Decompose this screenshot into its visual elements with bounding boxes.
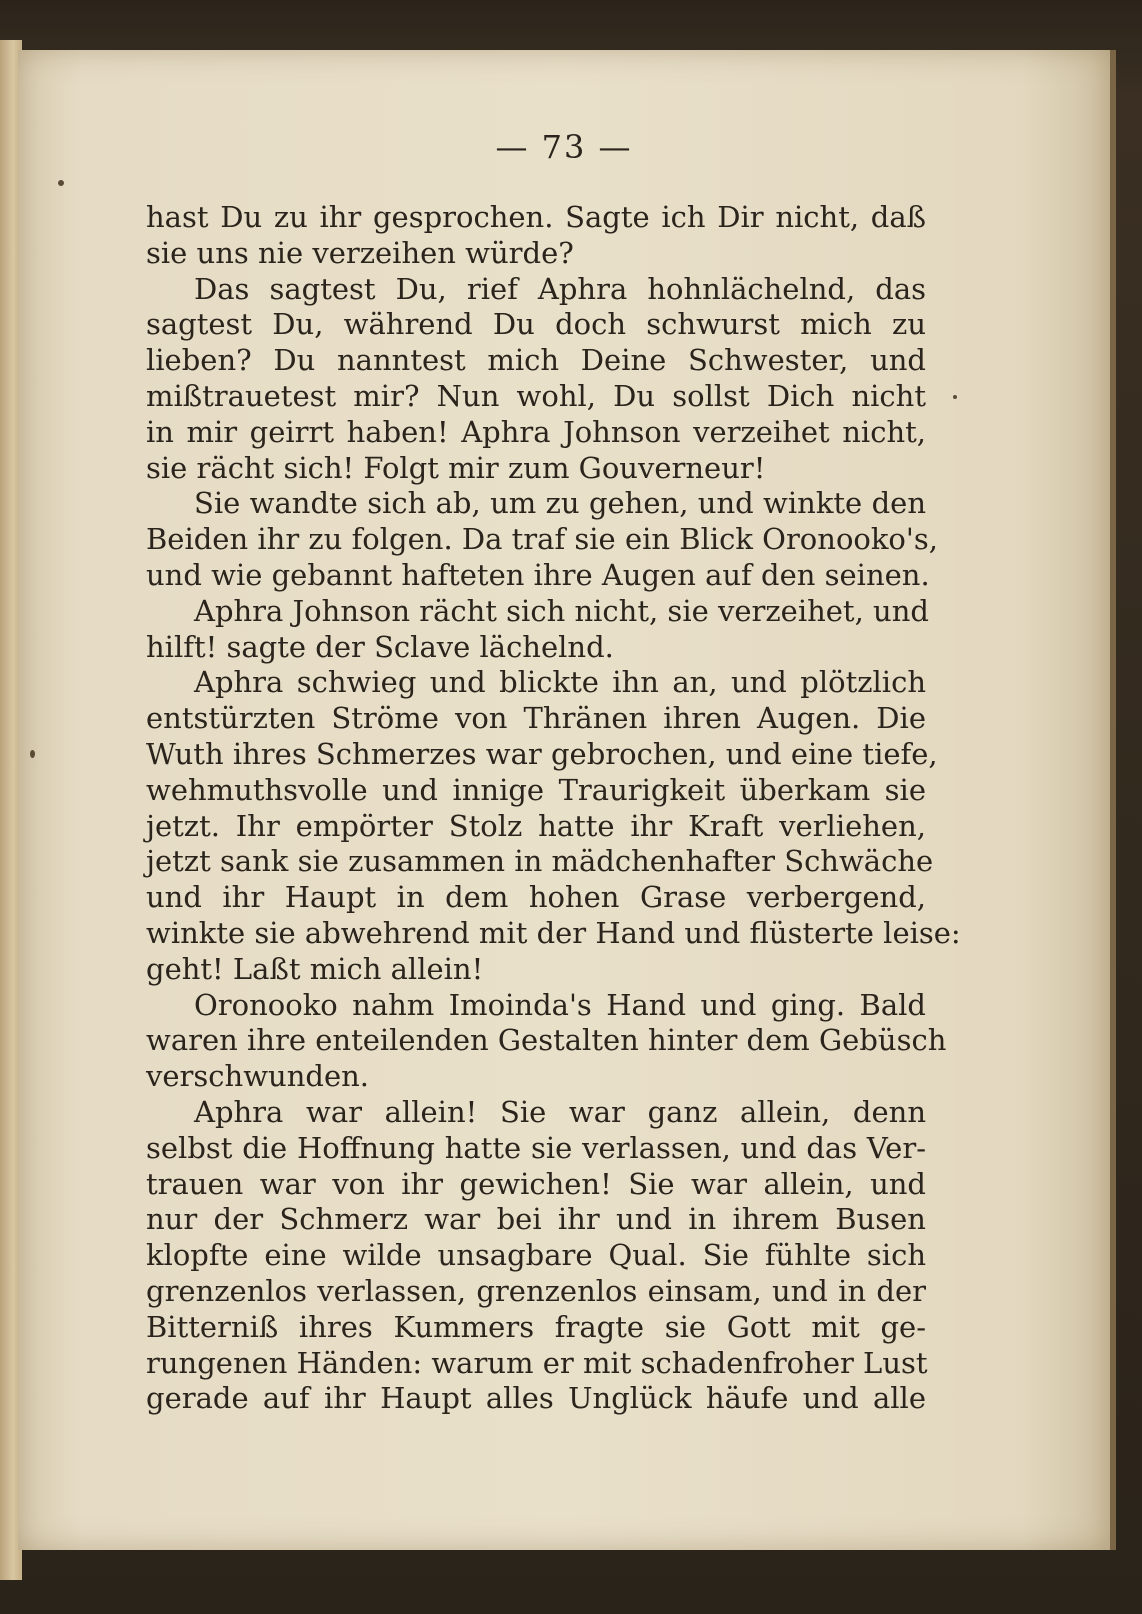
text-line: hast Du zu ihr gesprochen. Sagte ich Dir nicht, daß xyxy=(146,200,926,234)
text-line: sagtest Du, während Du doch schwurst mich zu xyxy=(146,307,926,342)
text-line: Aphra war allein! Sie war ganz allein, denn xyxy=(194,1094,926,1129)
text-line: gerade auf ihr Haupt alles Unglück häufe und alle xyxy=(146,1381,926,1416)
text-line: klopfte eine wilde unsagbare Qual. Sie fühlte sich xyxy=(146,1238,926,1273)
text-line: hilft! sagte der Sclave lächelnd. xyxy=(146,629,614,664)
page-number: — 73 — xyxy=(495,128,633,166)
text-line: verschwunden. xyxy=(146,1059,370,1094)
text-line: trauen war von ihr gewichen! Sie war allein, und xyxy=(146,1166,926,1201)
text-line: entstürzten Ströme von Thränen ihren Augen. Die xyxy=(146,701,926,736)
paragraph xyxy=(146,272,926,487)
book-page xyxy=(18,50,1116,1550)
text-line: Wuth ihres Schmerzes war gebrochen, und eine tiefe, xyxy=(146,736,938,771)
text-line: Sie wandte sich ab, um zu gehen, und winkte den xyxy=(194,486,926,521)
text-line: geht! Laßt mich allein! xyxy=(146,951,484,986)
text-line: sie rächt sich! Folgt mir zum Gouverneur! xyxy=(146,450,766,485)
body-text xyxy=(146,200,961,1417)
paragraph xyxy=(146,987,947,1095)
paragraph xyxy=(146,200,926,272)
paper-speck xyxy=(30,750,35,758)
paragraph xyxy=(146,486,938,593)
text-line: nur der Schmerz war bei ihr und in ihrem Busen xyxy=(146,1202,926,1237)
paper-speck xyxy=(58,180,64,186)
text-line: lieben? Du nanntest mich Deine Schwester, und xyxy=(146,343,926,378)
text-line: winkte sie abwehrend mit der Hand und flüsterte leise: xyxy=(146,915,961,950)
paper-speck xyxy=(953,395,957,399)
text-line: Aphra schwieg und blickte ihn an, und plötzlich xyxy=(194,665,926,700)
text-line: und ihr Haupt in dem hohen Grase verbergend, xyxy=(146,880,926,915)
text-line: Beiden ihr zu folgen. Da traf sie ein Blick Oronooko's, xyxy=(146,522,938,557)
text-line: Aphra Johnson rächt sich nicht, sie verzeihet, und xyxy=(194,593,929,628)
text-line: Bitterniß ihres Kummers fragte sie Gott mit ge- xyxy=(146,1309,926,1344)
paragraph xyxy=(146,593,929,666)
paragraph xyxy=(146,1095,926,1417)
text-line: selbst die Hoffnung hatte sie verlassen, und das Ver- xyxy=(146,1130,926,1165)
paragraph xyxy=(146,665,961,987)
text-line: Oronooko nahm Imoinda's Hand und ging. Bald xyxy=(194,987,926,1022)
text-line: wehmuthsvolle und innige Traurigkeit überkam sie xyxy=(146,772,926,807)
text-line: in mir geirrt haben! Aphra Johnson verzeihet nicht, xyxy=(146,414,926,449)
text-line: waren ihre enteilenden Gestalten hinter dem Gebüsch xyxy=(146,1023,947,1058)
text-line: jetzt. Ihr empörter Stolz hatte ihr Kraft verliehen, xyxy=(146,808,926,843)
text-line: grenzenlos verlassen, grenzenlos einsam, und in der xyxy=(146,1273,926,1308)
text-line: und wie gebannt hafteten ihre Augen auf den seinen. xyxy=(146,557,930,592)
text-line: mißtrauetest mir? Nun wohl, Du sollst Dich nicht xyxy=(146,378,926,413)
text-line: rungenen Händen: warum er mit schadenfroher Lust xyxy=(146,1345,928,1380)
text-line: Das sagtest Du, rief Aphra hohnlächelnd, das xyxy=(194,271,926,306)
text-line: jetzt sank sie zusammen in mädchenhafter Schwäche xyxy=(146,844,934,879)
text-line: sie uns nie verzeihen würde? xyxy=(146,235,574,270)
